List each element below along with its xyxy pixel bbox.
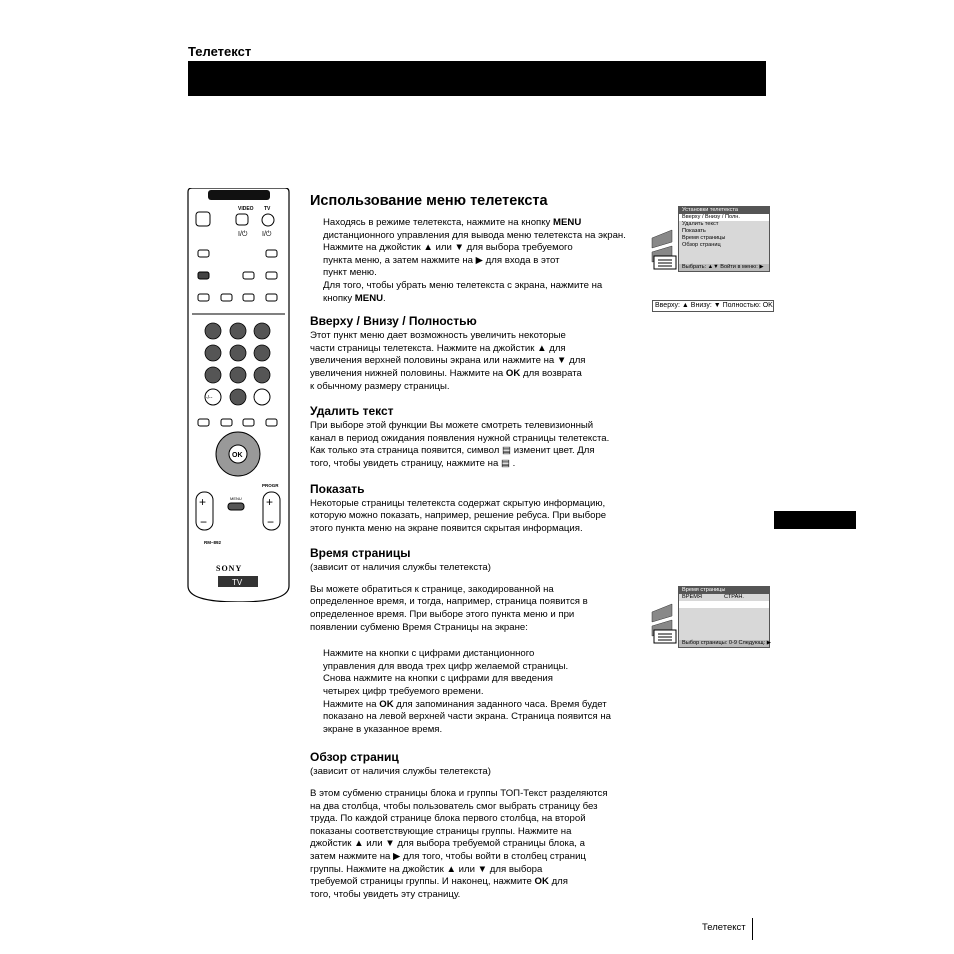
tv-label: TV <box>264 206 271 212</box>
teletext-page-icon <box>650 602 678 646</box>
page-time-screen <box>650 580 772 646</box>
section-text: В этом субменю страницы блока и группы ТОП-Текст разделяются на два столбца, чтобы пользователь смог выбрать страницу без труда. По каждой странице блока первого столбца, на второй показаны соответствующие страницы группы. Нажмите на джойстик ▲ или ▼ для выбора требуемой страницы блока, а затем нажмите на ▶ для того, чтобы войти в столбец страниц группы. Нажмите на джойстик ▲ или ▼ для выбора требуемой страницы группы. И наконец, нажмите OK для того, чтобы увидеть эту страницу. <box>310 788 608 900</box>
screen1-item: Удалить текст <box>682 221 719 227</box>
screen1-item: Время страницы <box>682 235 726 241</box>
brand-tv-label: TV <box>232 578 243 587</box>
menu-label: MENU <box>230 496 242 501</box>
section-label: Телетекст <box>188 44 252 59</box>
section-heading: Обзор страниц <box>310 750 399 765</box>
teletext-page-icon <box>650 228 678 270</box>
screen1-status: Выбрать: ▲▼ Войти в меню: ▶ <box>679 264 769 271</box>
svg-text:−: − <box>200 515 208 529</box>
digit-minus-label: -/-- <box>206 395 213 401</box>
intro-text: Находясь в режиме телетекста, нажмите на кнопку MENU дистанционного управления для вывода меню телетекста на экран. Нажмите на джойстик ▲ или ▼ для выбора требуемого пункта меню, а затем нажмите на ▶ для входа в этот пункт меню. Для того, чтобы убрать меню телетекста с экрана, нажмите на кнопку MENU. <box>323 217 626 304</box>
screen1-item: Показать <box>682 228 706 234</box>
screen1-caption: Вверху: ▲ Внизу: ▼ Полностью: OK <box>652 300 774 312</box>
screen1-title: Установки телетекста <box>679 207 769 214</box>
section-heading: Показать <box>310 481 365 496</box>
power-right-label: I/⏻ <box>262 231 272 238</box>
svg-text:+: + <box>266 495 274 509</box>
screen2-col1: ВРЕМЯ <box>682 594 702 600</box>
page-title: Использование меню телетекста <box>310 193 548 209</box>
svg-text:−: − <box>267 515 275 529</box>
video-label: VIDEO <box>238 206 254 212</box>
footer-label: Телетекст <box>702 922 746 933</box>
section-heading: Удалить текст <box>310 404 394 419</box>
side-tab <box>774 511 856 529</box>
screen2-status: Выбор страницы: 0-9 Следующ: ▶ <box>679 640 769 647</box>
section-text: Этот пункт меню дает возможность увеличить некоторые части страницы телетекста. Нажмите на джойстик ▲ для увеличения верхней половины экрана или нажмите на ▼ для увеличения нижней половины. Нажмите на OK для возврата к обычному размеру страницы. <box>310 330 586 392</box>
main-content <box>310 193 640 901</box>
screen2-title: Время страницы <box>679 587 769 594</box>
power-left-label: I/⏻ <box>238 231 248 238</box>
screen1-item: Вверху / Внизу / Полн. <box>679 214 769 221</box>
teletext-menu-screen <box>650 206 768 272</box>
header-bar <box>188 61 766 96</box>
brand-label: SONY <box>216 564 243 573</box>
section-text: Вы можете обратиться к странице, закодированной на определенное время, и тогда, например, страница появится в определенное время. При выборе этого пункта меню и при появлении субменю Время Страницы на экране: <box>310 583 588 633</box>
screen1-item: Обзор страниц <box>682 242 721 248</box>
remote-control <box>186 188 291 602</box>
section-text: При выборе этой функции Вы можете смотреть телевизионный канал в период ожидания появления нужной страницы телетекста. Как только эта страница появится, символ ▤ изменит цвет. Для того, чтобы увидеть страницу, нажмите на ▤ . <box>310 420 610 469</box>
model-label: RM–892 <box>204 540 222 545</box>
svg-text:+: + <box>199 495 207 509</box>
footer-rule <box>752 918 753 940</box>
section-text: Некоторые страницы телетекста содержат скрытую информацию, которую можно показать, например, решение ребуса. При выборе этого пункта меню на экране появится скрытая информация. <box>310 497 607 534</box>
section-text: Нажмите на OK для запоминания заданного часа. Время будет показано на левой верхней части экрана. Страница появится на экране в указанное время. <box>323 698 611 735</box>
ok-label: OK <box>232 452 243 459</box>
section-heading: Время страницы <box>310 546 411 561</box>
progr-label: PROGR <box>262 483 279 488</box>
screen2-col2: СТРАН. <box>724 594 744 600</box>
section-heading: Вверху / Внизу / Полностью <box>310 314 477 329</box>
section-text: Нажмите на кнопки с цифрами дистанционного управления для ввода трех цифр желаемой страницы. Снова нажмите на кнопки с цифрами для введения четырех цифр требуемого времени. <box>323 648 569 698</box>
section-note: (зависит от наличия службы телетекста) <box>310 562 491 574</box>
section-note: (зависит от наличия службы телетекста) <box>310 766 491 778</box>
